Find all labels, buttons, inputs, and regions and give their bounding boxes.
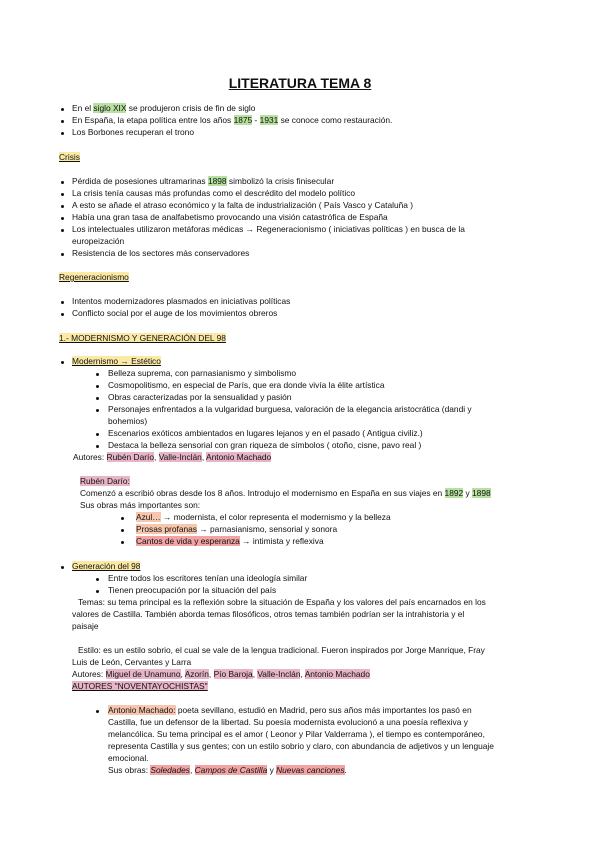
machado-line-2: Castilla, fue un defensor de la libertad. Su poesía modernista evolucionó a una poesía reflexiva y (108, 717, 468, 727)
modernismo-autores: Autores: Rubén Darío, Valle-Inclán, Antonio Machado (73, 452, 272, 462)
obra-nuevas: Nuevas canciones (276, 765, 345, 775)
author-unamuno: Miguel de Unamuno (105, 669, 181, 679)
machado-obras: Sus obras: Soledades, Campos de Castilla y Nuevas canciones. (108, 765, 347, 775)
machado-name: Antonio Machado: (108, 705, 176, 715)
section1-heading (59, 333, 226, 344)
gen98-item-2: Tienen preocupación por la situación del país (108, 585, 277, 595)
highlight-year: 1875 (233, 115, 253, 125)
regen-line-1: Intentos modernizadores plasmados en iniciativas políticas (72, 296, 291, 306)
text: - (252, 115, 260, 125)
gen98-autores: Autores: Miguel de Unamuno, Azorín, Pío Baroja, Valle-Inclán, Antonio Machado (72, 669, 370, 679)
crisis-line-5b: europeización (72, 236, 125, 246)
machado-line-5: emocional. (108, 753, 149, 763)
gen98-label (72, 561, 140, 572)
ruben-heading (80, 476, 130, 487)
bullet-icon (96, 385, 99, 388)
bullet-icon (96, 433, 99, 436)
bullet-icon (96, 590, 99, 593)
crisis-line-6: Resistencia de los sectores más conservadores (72, 248, 250, 258)
obra-cantos: Cantos de vida y esperanza (136, 536, 240, 546)
author-machado: Antonio Machado (304, 669, 370, 679)
crisis-line-5a: Los intelectuales utilizaron metáforas médicas → Regeneracionismo ( iniciativas políticas ) en busca de la (72, 224, 465, 234)
modernismo-label (72, 356, 161, 367)
intro-line-1 (72, 103, 255, 114)
page-title: LITERATURA TEMA 8 (228, 75, 372, 91)
section1-heading-text: 1.- MODERNISMO Y GENERACIÓN DEL 98 (59, 333, 226, 343)
bullet-icon (121, 541, 124, 544)
modernismo-text: Modernismo → Estético (72, 356, 161, 366)
bullet-icon (61, 361, 64, 364)
text: En España, la etapa política entre los años (72, 115, 234, 125)
text: poeta sevillano, estudió en Madrid, pero sus años más importantes los pasó en (175, 705, 472, 715)
ruben-heading-text: Rubén Darío: (80, 476, 130, 486)
ruben-obra-1 (136, 512, 391, 523)
obra-azul: Azul… (136, 512, 161, 522)
ruben-obra-3 (136, 536, 324, 547)
gen98-text: Generación del 98 (72, 561, 141, 571)
temas-line-3: paisaje (72, 621, 99, 631)
intro-line-2 (72, 115, 392, 126)
bullet-icon (61, 193, 64, 196)
bullet-icon (61, 120, 64, 123)
modernismo-item-3: Obras caracterizadas por la sensualidad y pasión (108, 392, 292, 402)
text: → parnasianismo, sensorial y sonora (197, 524, 338, 534)
temas-line-1: Temas: su tema principal es la reflexión sobre la situación de España y los valores del país encarnados en los (78, 597, 486, 607)
bullet-icon (61, 301, 64, 304)
author-machado: Antonio Machado (206, 452, 272, 462)
modernismo-item-6: Destaca la belleza sensorial con gran riqueza de símbolos ( otoño, cisne, pavo real ) (108, 440, 422, 450)
text: se conoce como restauración. (278, 115, 393, 125)
highlight-year: 1931 (259, 115, 279, 125)
crisis-heading-text: Crisis (59, 152, 80, 162)
modernismo-item-4b: bohemios) (108, 416, 148, 426)
estilo-line-1: Estilo: es un estilo sobrio, el cual se vale de la lengua tradicional. Fueron inspirados por Jorge Manrique, Fray (78, 645, 485, 655)
gen98-item-1: Entre todos los escritores tenían una ideología similar (108, 573, 308, 583)
ruben-obra-2 (136, 524, 337, 535)
crisis-line-1 (72, 176, 334, 187)
author-valle: Valle-Inclán (158, 452, 202, 462)
bullet-icon (61, 181, 64, 184)
bullet-icon (121, 529, 124, 532)
temas-line-2: valores de Castilla. También aborda temas filosóficos, otros temas también podrían ser la intrahistoria y el (72, 609, 465, 619)
highlight-year: 1898 (207, 176, 227, 186)
bullet-icon (96, 578, 99, 581)
text: . (344, 765, 347, 775)
text: Comenzó a escribió obras desde los 8 años. Introdujo el modernismo en España en sus viajes en (80, 488, 445, 498)
modernismo-item-5: Escenarios exóticos ambientados en lugares lejanos y en el pasado ( Antigua civiliz.) (108, 428, 423, 438)
ruben-para-1 (80, 488, 491, 499)
bullet-icon (96, 710, 99, 713)
obra-campos: Campos de Castilla (194, 765, 268, 775)
text: y (267, 765, 277, 775)
bullet-icon (61, 229, 64, 232)
ruben-obras-label: Sus obras más importantes son: (80, 500, 201, 510)
obra-soledades: Soledades (150, 765, 190, 775)
modernismo-item-4a: Personajes enfrentados a la vulgaridad burguesa, valoración de la elegancia aristocrática (dandi y (108, 404, 472, 414)
noventayochistas-text: AUTORES "NOVENTAYOCHISTAS" (72, 681, 208, 691)
author-azorin: Azorín (184, 669, 209, 679)
intro-line-3: Los Borbones recuperan el trono (72, 127, 194, 137)
bullet-icon (96, 445, 99, 448)
text: Sus obras: (108, 765, 151, 775)
bullet-icon (61, 132, 64, 135)
estilo-line-2: Luis de León, Cervantes y Larra (72, 657, 192, 667)
highlight-siglo: siglo XIX (93, 103, 127, 113)
bullet-icon (61, 108, 64, 111)
obra-prosas: Prosas profanas (136, 524, 197, 534)
machado-line-1 (108, 705, 472, 716)
bullet-icon (121, 517, 124, 520)
crisis-line-4: Había una gran tasa de analfabetismo provocando una visión catastrófica de España (72, 212, 388, 222)
bullet-icon (96, 373, 99, 376)
bullet-icon (61, 205, 64, 208)
text: → modernista, el color representa el modernismo y la belleza (160, 512, 391, 522)
crisis-line-2: La crisis tenía causas más profundas como el descrédito del modelo político (72, 188, 356, 198)
crisis-line-3: A esto se añade el atraso económico y la falta de industrialización ( País Vasco y Cataluña ) (72, 200, 414, 210)
bullet-icon (96, 409, 99, 412)
author-ruben: Rubén Darío (106, 452, 155, 462)
author-baroja: Pío Baroja (213, 669, 253, 679)
modernismo-item-1: Belleza suprema, con parnasianismo y simbolismo (108, 368, 297, 378)
crisis-heading (59, 152, 80, 163)
text: Pérdida de posesiones ultramarinas (72, 176, 208, 186)
bullet-icon (61, 217, 64, 220)
bullet-icon (61, 313, 64, 316)
text: Autores: (73, 452, 107, 462)
text: → intimista y reflexiva (239, 536, 324, 546)
text: Autores: (72, 669, 106, 679)
bullet-icon (96, 397, 99, 400)
highlight-year: 1892 (444, 488, 464, 498)
regen-heading (59, 272, 129, 283)
noventayochistas-heading (72, 681, 208, 692)
bullet-icon (61, 566, 64, 569)
regen-heading-text: Regeneracionismo (59, 272, 129, 282)
text: En el (72, 103, 94, 113)
bullet-icon (61, 253, 64, 256)
text: y (463, 488, 473, 498)
machado-line-4: representa Castilla y sus gentes; con un estilo sobrio y claro, con abundancia de adjetivos y un lenguaje (108, 741, 494, 751)
machado-line-3: melancólica. Su tema principal es el amor ( Leonor y Pilar Valderrama ), el tiempo es contemporáneo, (108, 729, 485, 739)
highlight-year: 1898 (472, 488, 491, 498)
modernismo-item-2: Cosmopolitismo, en especial de París, que era donde vivía la élite artística (108, 380, 385, 390)
text: simbolizó la crisis finisecular (226, 176, 335, 186)
regen-line-2: Conflicto social por el auge de los movimientos obreros (72, 308, 278, 318)
text: se produjeron crisis de fin de siglo (126, 103, 256, 113)
author-valle: Valle-Inclán (257, 669, 301, 679)
